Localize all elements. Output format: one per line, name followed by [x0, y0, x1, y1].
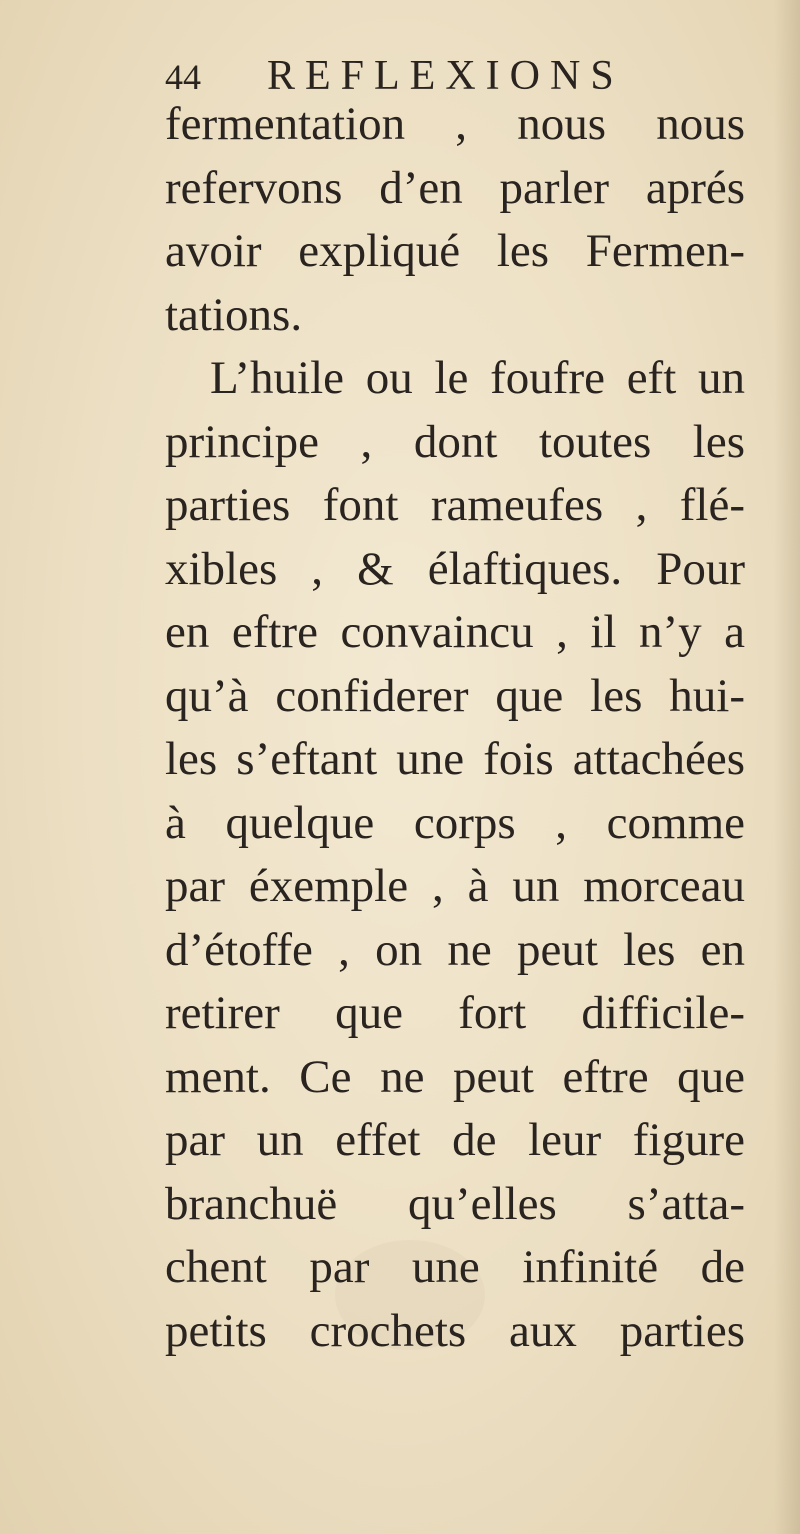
text-line: d’étoffe , on ne peut les en — [165, 923, 745, 976]
text-line: tations. — [165, 288, 303, 341]
text-line: à quelque corps , comme — [165, 796, 745, 849]
text-line: qu’à confiderer que les hui- — [165, 669, 745, 722]
text-line: parties font rameufes , flé- — [165, 479, 745, 531]
text-line: avoir expliqué les Fermen- — [165, 225, 745, 277]
body-text — [165, 93, 745, 1363]
text-line: branchuë qu’elles s’atta- — [165, 1177, 745, 1230]
text-line: fermentation , nous nous — [165, 98, 745, 150]
text-line: ment. Ce ne peut eftre que — [165, 1050, 745, 1103]
text-line: petits crochets aux parties — [165, 1304, 745, 1357]
paragraph-start-line: L’huile ou le foufre eft un — [210, 352, 745, 404]
text-line: par éxemple , à un morceau — [165, 860, 745, 912]
text-line: par un effet de leur figure — [165, 1114, 745, 1166]
running-title: REFLEXIONS — [267, 53, 624, 99]
text-line: retirer que fort difficile- — [165, 987, 745, 1039]
text-line: principe , dont toutes les — [165, 415, 745, 468]
text-line: xibles , & élaftiques. Pour — [165, 542, 745, 595]
text-line: en eftre convaincu , il n’y a — [165, 606, 745, 658]
page-number: 44 — [165, 57, 201, 97]
text-line: refervons d’en parler aprés — [165, 161, 745, 214]
text-line: chent par une infinité de — [165, 1241, 745, 1293]
page-edge-shadow — [774, 0, 800, 1534]
text-line: les s’eftant une fois attachées — [165, 733, 745, 785]
